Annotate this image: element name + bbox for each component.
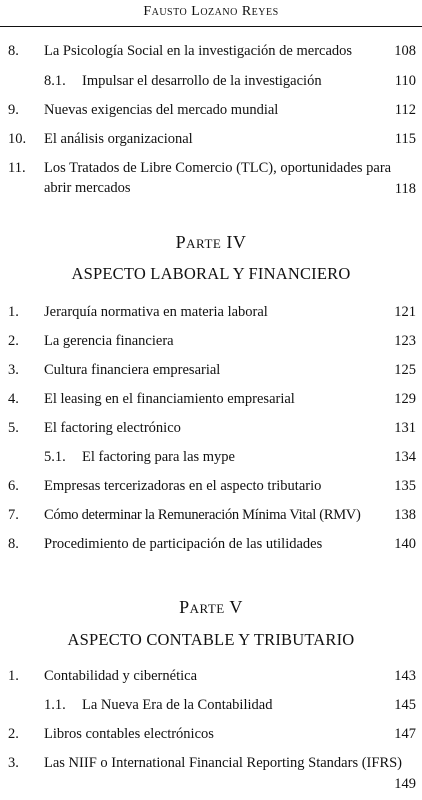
- toc-entry[interactable]: [0, 71, 422, 91]
- entry-number: 3.: [8, 755, 19, 771]
- toc-entry[interactable]: [0, 476, 422, 496]
- entry-page: 123: [394, 333, 416, 349]
- entry-title: La gerencia financiera: [44, 333, 174, 349]
- entry-number: 4.: [8, 391, 19, 407]
- entry-page: 108: [394, 43, 416, 59]
- entry-page: 118: [394, 181, 416, 197]
- entry-page: 135: [394, 478, 416, 494]
- entry-title: Contabilidad y cibernética: [44, 668, 198, 684]
- entry-title: Jerarquía normativa en materia laboral: [44, 304, 268, 320]
- entry-page: 143: [394, 668, 416, 684]
- entry-page: 147: [394, 726, 416, 742]
- section-title: ASPECTO CONTABLE Y TRIBUTARIO: [67, 630, 355, 649]
- entry-page: 149: [394, 776, 416, 792]
- toc-entry[interactable]: [0, 360, 422, 380]
- entry-title: Libros contables electrónicos: [44, 726, 214, 742]
- toc-entry[interactable]: [0, 100, 422, 120]
- entry-title: Cómo determinar la Remuneración Mínima Vital (RMV): [44, 507, 361, 523]
- entry-page: 125: [394, 362, 416, 378]
- entry-page: 138: [394, 507, 416, 523]
- entry-page: 112: [394, 102, 416, 118]
- entry-title: Cultura financiera empresarial: [44, 362, 221, 378]
- entry-page: 145: [394, 697, 416, 713]
- toc-entry[interactable]: [0, 447, 422, 467]
- part-heading: Parte IV: [175, 232, 247, 252]
- section-title: ASPECTO LABORAL Y FINANCIERO: [71, 264, 351, 283]
- toc-entry[interactable]: [0, 753, 422, 795]
- entry-number: 1.1.: [44, 697, 66, 713]
- entry-title: Procedimiento de participación de las utilidades: [44, 536, 323, 552]
- entry-number: 11.: [8, 160, 26, 176]
- toc-entry[interactable]: [0, 129, 422, 149]
- entry-number: 6.: [8, 478, 19, 494]
- entry-number: 8.1.: [44, 73, 66, 89]
- part-heading: Parte V: [179, 597, 243, 617]
- entry-number: 2.: [8, 333, 19, 349]
- entry-number: 5.1.: [44, 449, 66, 465]
- entry-page: 115: [394, 131, 416, 147]
- entry-page: 110: [394, 73, 416, 89]
- entry-title: Nuevas exigencias del mercado mundial: [44, 102, 279, 118]
- entry-number: 10.: [8, 131, 27, 147]
- entry-page: 134: [394, 449, 416, 465]
- entry-title: El análisis organizacional: [44, 131, 193, 147]
- entry-title: Empresas tercerizadoras en el aspecto tributario: [44, 478, 322, 494]
- toc-entry[interactable]: [0, 695, 422, 715]
- toc-entry[interactable]: [0, 41, 422, 61]
- entry-title: Impulsar el desarrollo de la investigación: [82, 73, 322, 89]
- entry-title: El factoring para las mype: [82, 449, 235, 465]
- entry-title: El factoring electrónico: [44, 420, 181, 436]
- entry-number: 8.: [8, 536, 19, 552]
- entry-title: Las NIIF o International Financial Reporting Standars (IFRS): [44, 755, 403, 771]
- entry-title: La Psicología Social en la investigación de mercados: [44, 43, 353, 59]
- entry-number: 1.: [8, 668, 19, 684]
- entry-title: El leasing en el financiamiento empresarial: [44, 391, 295, 407]
- entry-title: La Nueva Era de la Contabilidad: [82, 697, 273, 713]
- toc-entry[interactable]: [0, 158, 422, 200]
- entry-number: 3.: [8, 362, 19, 378]
- running-head: Fausto Lozano Reyes: [143, 4, 279, 19]
- toc-entry[interactable]: [0, 389, 422, 409]
- toc-entry[interactable]: [0, 505, 422, 525]
- entry-number: 2.: [8, 726, 19, 742]
- header-rule: [0, 26, 422, 27]
- entry-page: 121: [394, 304, 416, 320]
- entry-title: Los Tratados de Libre Comercio (TLC), oportunidades para abrir mercados: [44, 160, 392, 196]
- entry-number: 9.: [8, 102, 19, 118]
- toc-entry[interactable]: [0, 666, 422, 686]
- toc-entry[interactable]: [0, 302, 422, 322]
- entry-page: 140: [394, 536, 416, 552]
- entry-page: 129: [394, 391, 416, 407]
- entry-page: 131: [394, 420, 416, 436]
- toc-entry[interactable]: [0, 418, 422, 438]
- entry-number: 1.: [8, 304, 19, 320]
- entry-number: 5.: [8, 420, 19, 436]
- toc-entry[interactable]: [0, 534, 422, 554]
- toc-entry[interactable]: [0, 724, 422, 744]
- entry-number: 7.: [8, 507, 19, 523]
- toc-entry[interactable]: [0, 331, 422, 351]
- entry-number: 8.: [8, 43, 19, 59]
